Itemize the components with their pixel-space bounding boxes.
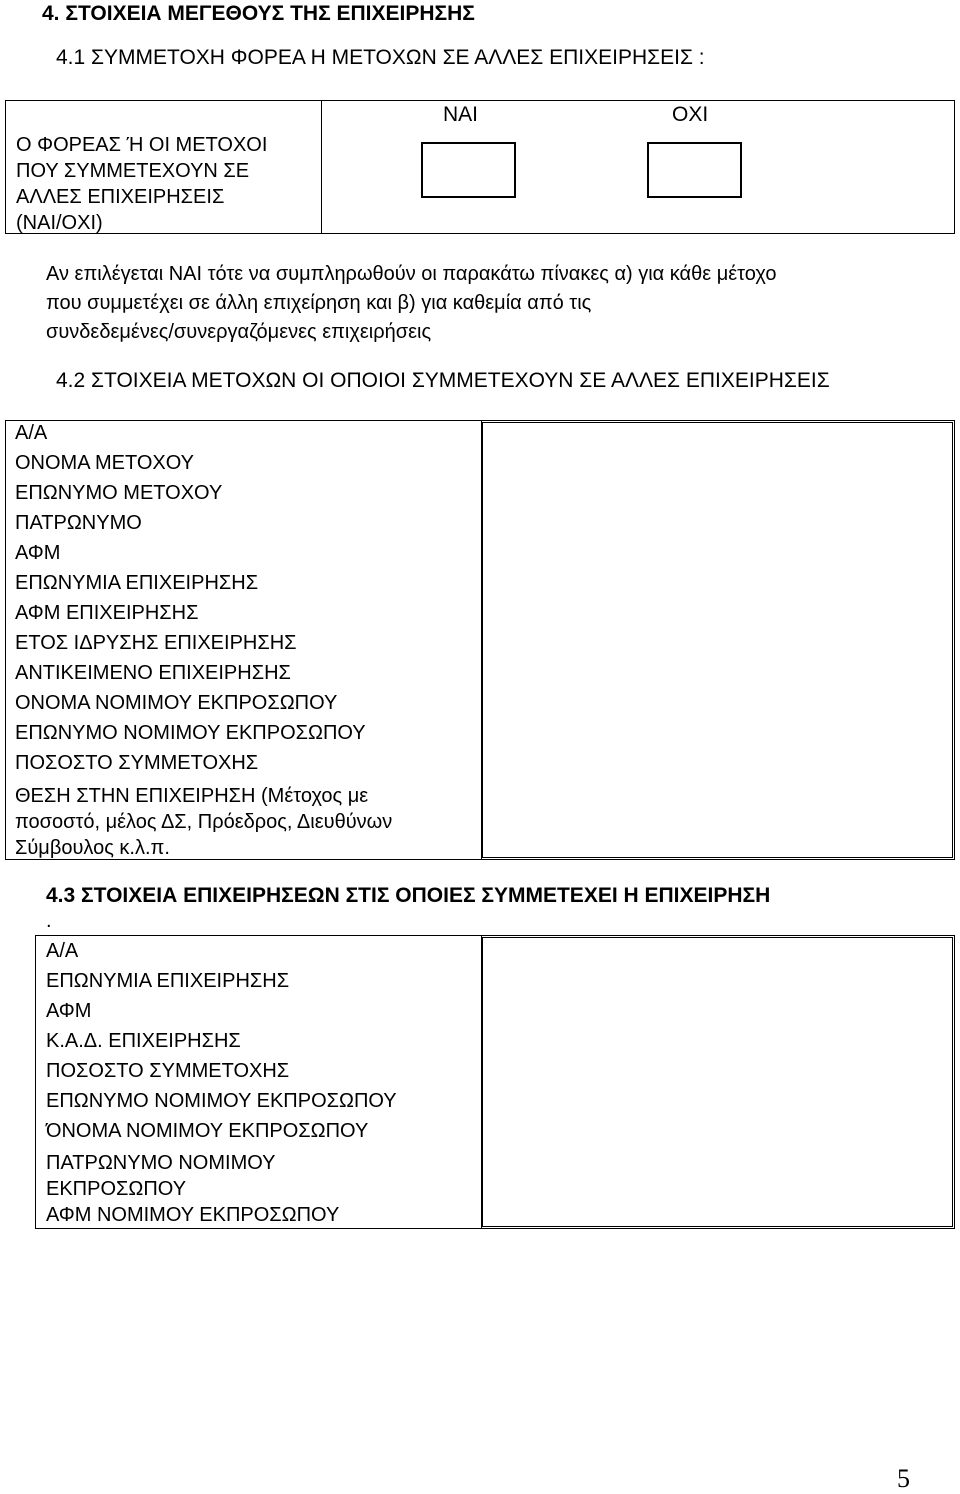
co-field-aa: Α/Α [46, 940, 79, 962]
field-company-name: ΕΠΩΝΥΜΙΑ ΕΠΙΧΕΙΡΗΣΗΣ [15, 572, 259, 594]
field-shareholder-name: ΟΝΟΜΑ ΜΕΤΟΧΟΥ [15, 452, 195, 474]
co-field-participation-pct: ΠΟΣΟΣΤΟ ΣΥΜΜΕΤΟΧΗΣ [46, 1060, 290, 1082]
page-number: 5 [897, 1464, 910, 1493]
instructions-line: που συμμετέχει σε άλλη επιχείρηση και β) για καθεμία από τις [46, 292, 592, 314]
co-field-company-name: ΕΠΩΝΥΜΙΑ ΕΠΙΧΕΙΡΗΣΗΣ [46, 970, 290, 992]
co-field-kad: Κ.Α.Δ. ΕΠΙΧΕΙΡΗΣΗΣ [46, 1030, 241, 1052]
yes-checkbox[interactable] [421, 142, 516, 198]
field-shareholder-surname: ΕΠΩΝΥΜΟ ΜΕΤΟΧΟΥ [15, 482, 223, 504]
instructions-line: συνδεδεμένες/συνεργαζόμενες επιχειρήσεις [46, 321, 432, 343]
field-aa: Α/Α [15, 422, 48, 444]
field-father-name: ΠΑΤΡΩΝΥΜΟ [15, 512, 142, 534]
participation-label-line: ΠΟΥ ΣΥΜΜΕΤΕΧΟΥΝ ΣΕ [16, 160, 250, 182]
section-4-3-dot: . [46, 910, 52, 932]
field-company-activity: ΑΝΤΙΚΕΙΜΕΝΟ ΕΠΙΧΕΙΡΗΣΗΣ [15, 662, 291, 684]
participation-label [16, 132, 306, 236]
field-position-line: ποσοστό, μέλος ΔΣ, Πρόεδρος, Διευθύνων [15, 811, 393, 833]
no-label: ΟΧΙ [672, 103, 709, 126]
field-founding-year: ΕΤΟΣ ΙΔΡΥΣΗΣ ΕΠΙΧΕΙΡΗΣΗΣ [15, 632, 297, 654]
section-4-1-title: 4.1 ΣΥΜΜΕΤΟΧΗ ΦΟΡΕΑ Η ΜΕΤΟΧΩΝ ΣΕ ΑΛΛΕΣ ΕΠΙΧΕΙΡΗΣΕΙΣ : [56, 46, 705, 69]
co-field-rep-father-line: ΕΚΠΡΟΣΩΠΟΥ [46, 1178, 187, 1200]
instructions-line: Αν επιλέγεται ΝΑΙ τότε να συμπληρωθούν οι παρακάτω πίνακες α) για κάθε μέτοχο [46, 263, 777, 285]
participation-label-line: (ΝΑΙ/ΟΧΙ) [16, 212, 103, 234]
yes-label: ΝΑΙ [443, 103, 479, 126]
section-4-3-title: 4.3 ΣΤΟΙΧΕΙΑ ΕΠΙΧΕΙΡΗΣΕΩΝ ΣΤΙΣ ΟΠΟΙΕΣ ΣΥΜΜΕΤΕΧΕΙ Η ΕΠΙΧΕΙΡΗΣΗ [46, 884, 771, 907]
co-field-rep-surname: ΕΠΩΝΥΜΟ ΝΟΜΙΜΟΥ ΕΚΠΡΟΣΩΠΟΥ [46, 1090, 397, 1112]
field-rep-name: ΟΝΟΜΑ ΝΟΜΙΜΟΥ ΕΚΠΡΟΣΩΠΟΥ [15, 692, 338, 714]
participation-divider [321, 101, 322, 233]
participation-label-line: Ο ΦΟΡΕΑΣ Ή ΟΙ ΜΕΤΟΧΟΙ [16, 134, 268, 156]
field-position [15, 783, 392, 861]
co-field-afm: ΑΦΜ [46, 1000, 92, 1022]
field-participation-pct: ΠΟΣΟΣΤΟ ΣΥΜΜΕΤΟΧΗΣ [15, 752, 259, 774]
field-rep-surname: ΕΠΩΝΥΜΟ ΝΟΜΙΜΟΥ ΕΚΠΡΟΣΩΠΟΥ [15, 722, 366, 744]
companies-values-area[interactable] [482, 937, 953, 1227]
instructions-text [46, 260, 776, 347]
field-company-afm: ΑΦΜ ΕΠΙΧΕΙΡΗΣΗΣ [15, 602, 199, 624]
co-field-rep-father-line: ΠΑΤΡΩΝΥΜΟ ΝΟΜΙΜΟΥ [46, 1152, 276, 1174]
co-field-rep-name: ΌΝΟΜΑ ΝΟΜΙΜΟΥ ΕΚΠΡΟΣΩΠΟΥ [46, 1120, 369, 1142]
co-field-rep-father [46, 1150, 276, 1202]
field-position-line: Σύμβουλος κ.λ.π. [15, 837, 170, 859]
field-position-line: ΘΕΣΗ ΣΤΗΝ ΕΠΙΧΕΙΡΗΣΗ (Μέτοχος με [15, 785, 369, 807]
participation-label-line: ΑΛΛΕΣ ΕΠΙΧΕΙΡΗΣΕΙΣ [16, 186, 225, 208]
section-4-2-title: 4.2 ΣΤΟΙΧΕΙΑ ΜΕΤΟΧΩΝ ΟΙ ΟΠΟΙΟΙ ΣΥΜΜΕΤΕΧΟΥΝ ΣΕ ΑΛΛΕΣ ΕΠΙΧΕΙΡΗΣΕΙΣ [56, 369, 830, 392]
no-checkbox[interactable] [647, 142, 742, 198]
field-afm: ΑΦΜ [15, 542, 61, 564]
shareholder-values-area[interactable] [482, 422, 953, 858]
section-4-title: 4. ΣΤΟΙΧΕΙΑ ΜΕΓΕΘΟΥΣ ΤΗΣ ΕΠΙΧΕΙΡΗΣΗΣ [42, 2, 475, 25]
co-field-rep-afm: ΑΦΜ ΝΟΜΙΜΟΥ ΕΚΠΡΟΣΩΠΟΥ [46, 1204, 340, 1226]
